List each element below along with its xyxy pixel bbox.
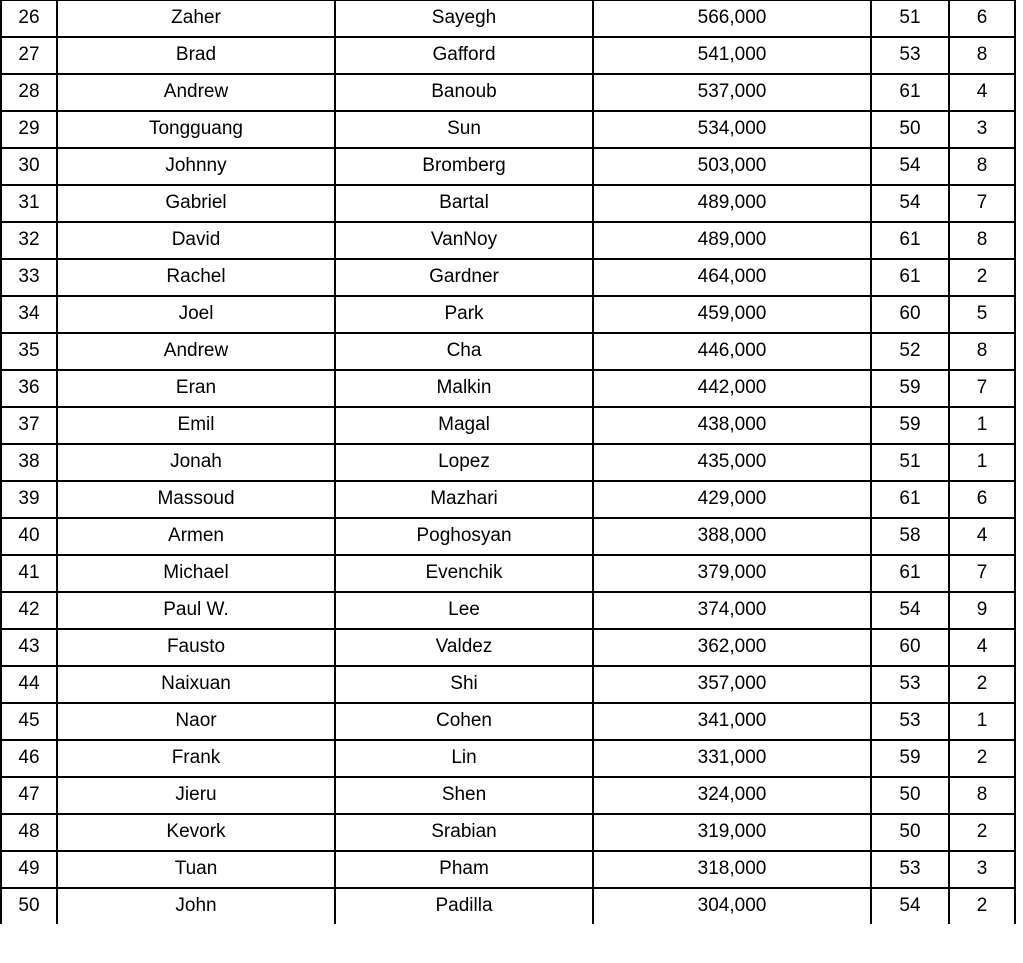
cell-amount[interactable]: 541,000	[593, 37, 871, 74]
cell-value1[interactable]: 61	[871, 555, 949, 592]
table-row[interactable]	[1, 851, 1015, 888]
cell-last-name[interactable]: VanNoy	[335, 222, 593, 259]
cell-value1[interactable]: 50	[871, 814, 949, 851]
cell-amount[interactable]: 459,000	[593, 296, 871, 333]
cell-last-name[interactable]: Malkin	[335, 370, 593, 407]
cell-first-name[interactable]: Naixuan	[57, 666, 335, 703]
cell-value2[interactable]: 8	[949, 333, 1015, 370]
cell-amount[interactable]: 438,000	[593, 407, 871, 444]
cell-last-name[interactable]: Lee	[335, 592, 593, 629]
cell-rank[interactable]: 29	[1, 111, 57, 148]
cell-amount[interactable]: 388,000	[593, 518, 871, 555]
table-body	[1, 0, 1015, 924]
table-row[interactable]	[1, 74, 1015, 111]
cell-rank[interactable]: 28	[1, 74, 57, 111]
cell-rank[interactable]: 45	[1, 703, 57, 740]
cell-value2[interactable]: 7	[949, 555, 1015, 592]
cell-value1[interactable]: 50	[871, 777, 949, 814]
cell-value1[interactable]: 52	[871, 333, 949, 370]
cell-rank[interactable]: 27	[1, 37, 57, 74]
cell-value2[interactable]: 5	[949, 296, 1015, 333]
cell-value1[interactable]: 59	[871, 740, 949, 777]
cell-first-name[interactable]: Massoud	[57, 481, 335, 518]
cell-value2[interactable]: 4	[949, 74, 1015, 111]
cell-amount[interactable]: 446,000	[593, 333, 871, 370]
table-row[interactable]	[1, 481, 1015, 518]
cell-value2[interactable]: 1	[949, 703, 1015, 740]
cell-amount[interactable]: 324,000	[593, 777, 871, 814]
cell-value2[interactable]: 1	[949, 407, 1015, 444]
cell-first-name[interactable]: Armen	[57, 518, 335, 555]
cell-first-name[interactable]: David	[57, 222, 335, 259]
cell-amount[interactable]: 331,000	[593, 740, 871, 777]
cell-first-name[interactable]: Gabriel	[57, 185, 335, 222]
cell-rank[interactable]: 39	[1, 481, 57, 518]
cell-value2[interactable]: 2	[949, 814, 1015, 851]
cell-value2[interactable]: 7	[949, 185, 1015, 222]
cell-last-name[interactable]: Sun	[335, 111, 593, 148]
cell-amount[interactable]: 357,000	[593, 666, 871, 703]
cell-amount[interactable]: 537,000	[593, 74, 871, 111]
cell-last-name[interactable]: Cohen	[335, 703, 593, 740]
cell-value1[interactable]: 54	[871, 592, 949, 629]
table-row[interactable]	[1, 814, 1015, 851]
cell-value1[interactable]: 61	[871, 481, 949, 518]
cell-value1[interactable]: 53	[871, 851, 949, 888]
cell-value2[interactable]: 7	[949, 370, 1015, 407]
table-row[interactable]	[1, 592, 1015, 629]
cell-amount[interactable]: 374,000	[593, 592, 871, 629]
cell-rank[interactable]: 31	[1, 185, 57, 222]
cell-rank[interactable]: 42	[1, 592, 57, 629]
cell-value1[interactable]: 60	[871, 296, 949, 333]
cell-value2[interactable]: 2	[949, 888, 1015, 924]
table-row[interactable]	[1, 740, 1015, 777]
cell-rank[interactable]: 41	[1, 555, 57, 592]
cell-first-name[interactable]: Andrew	[57, 74, 335, 111]
cell-first-name[interactable]: Jieru	[57, 777, 335, 814]
cell-first-name[interactable]: Zaher	[57, 0, 335, 37]
cell-value2[interactable]: 3	[949, 851, 1015, 888]
table-row[interactable]	[1, 259, 1015, 296]
cell-first-name[interactable]: Joel	[57, 296, 335, 333]
cell-last-name[interactable]: Shen	[335, 777, 593, 814]
cell-last-name[interactable]: Park	[335, 296, 593, 333]
cell-last-name[interactable]: Poghosyan	[335, 518, 593, 555]
cell-value2[interactable]: 8	[949, 777, 1015, 814]
cell-last-name[interactable]: Evenchik	[335, 555, 593, 592]
cell-rank[interactable]: 47	[1, 777, 57, 814]
cell-last-name[interactable]: Gafford	[335, 37, 593, 74]
cell-value1[interactable]: 61	[871, 222, 949, 259]
cell-first-name[interactable]: Eran	[57, 370, 335, 407]
cell-first-name[interactable]: Johnny	[57, 148, 335, 185]
cell-value1[interactable]: 51	[871, 0, 949, 37]
cell-amount[interactable]: 464,000	[593, 259, 871, 296]
cell-value2[interactable]: 4	[949, 629, 1015, 666]
cell-value1[interactable]: 59	[871, 370, 949, 407]
table-row[interactable]	[1, 888, 1015, 924]
cell-value1[interactable]: 54	[871, 148, 949, 185]
cell-amount[interactable]: 362,000	[593, 629, 871, 666]
cell-value1[interactable]: 61	[871, 74, 949, 111]
cell-first-name[interactable]: Naor	[57, 703, 335, 740]
cell-last-name[interactable]: Pham	[335, 851, 593, 888]
cell-first-name[interactable]: Paul W.	[57, 592, 335, 629]
cell-last-name[interactable]: Mazhari	[335, 481, 593, 518]
cell-value2[interactable]: 4	[949, 518, 1015, 555]
cell-rank[interactable]: 46	[1, 740, 57, 777]
cell-value1[interactable]: 58	[871, 518, 949, 555]
cell-value1[interactable]: 54	[871, 185, 949, 222]
cell-first-name[interactable]: Kevork	[57, 814, 335, 851]
table-row[interactable]	[1, 333, 1015, 370]
cell-last-name[interactable]: Shi	[335, 666, 593, 703]
cell-last-name[interactable]: Cha	[335, 333, 593, 370]
cell-first-name[interactable]: Jonah	[57, 444, 335, 481]
table-row[interactable]	[1, 296, 1015, 333]
cell-rank[interactable]: 38	[1, 444, 57, 481]
cell-last-name[interactable]: Lopez	[335, 444, 593, 481]
cell-rank[interactable]: 44	[1, 666, 57, 703]
cell-rank[interactable]: 37	[1, 407, 57, 444]
table-row[interactable]	[1, 555, 1015, 592]
cell-value2[interactable]: 6	[949, 0, 1015, 37]
table-row[interactable]	[1, 370, 1015, 407]
cell-value1[interactable]: 51	[871, 444, 949, 481]
table-row[interactable]	[1, 0, 1015, 37]
cell-value1[interactable]: 54	[871, 888, 949, 924]
cell-rank[interactable]: 30	[1, 148, 57, 185]
cell-value2[interactable]: 8	[949, 37, 1015, 74]
cell-value2[interactable]: 9	[949, 592, 1015, 629]
table-row[interactable]	[1, 37, 1015, 74]
table-row[interactable]	[1, 666, 1015, 703]
cell-value1[interactable]: 53	[871, 37, 949, 74]
table-row[interactable]	[1, 148, 1015, 185]
cell-value1[interactable]: 53	[871, 666, 949, 703]
cell-first-name[interactable]: Brad	[57, 37, 335, 74]
cell-last-name[interactable]: Banoub	[335, 74, 593, 111]
cell-rank[interactable]: 49	[1, 851, 57, 888]
cell-value1[interactable]: 53	[871, 703, 949, 740]
cell-last-name[interactable]: Lin	[335, 740, 593, 777]
cell-first-name[interactable]: Rachel	[57, 259, 335, 296]
cell-last-name[interactable]: Bromberg	[335, 148, 593, 185]
cell-rank[interactable]: 50	[1, 888, 57, 924]
cell-value2[interactable]: 3	[949, 111, 1015, 148]
cell-last-name[interactable]: Sayegh	[335, 0, 593, 37]
cell-first-name[interactable]: Andrew	[57, 333, 335, 370]
cell-value2[interactable]: 8	[949, 222, 1015, 259]
cell-first-name[interactable]: Emil	[57, 407, 335, 444]
table-row[interactable]	[1, 185, 1015, 222]
cell-rank[interactable]: 34	[1, 296, 57, 333]
cell-value2[interactable]: 6	[949, 481, 1015, 518]
cell-value2[interactable]: 8	[949, 148, 1015, 185]
cell-first-name[interactable]: Tuan	[57, 851, 335, 888]
cell-rank[interactable]: 35	[1, 333, 57, 370]
cell-first-name[interactable]: John	[57, 888, 335, 924]
cell-amount[interactable]: 435,000	[593, 444, 871, 481]
cell-value1[interactable]: 61	[871, 259, 949, 296]
table-row[interactable]	[1, 111, 1015, 148]
cell-last-name[interactable]: Magal	[335, 407, 593, 444]
cell-amount[interactable]: 534,000	[593, 111, 871, 148]
cell-last-name[interactable]: Gardner	[335, 259, 593, 296]
cell-value2[interactable]: 2	[949, 666, 1015, 703]
cell-first-name[interactable]: Fausto	[57, 629, 335, 666]
table-row[interactable]	[1, 703, 1015, 740]
cell-amount[interactable]: 566,000	[593, 0, 871, 37]
cell-last-name[interactable]: Bartal	[335, 185, 593, 222]
cell-amount[interactable]: 489,000	[593, 185, 871, 222]
cell-last-name[interactable]: Valdez	[335, 629, 593, 666]
cell-amount[interactable]: 319,000	[593, 814, 871, 851]
cell-value2[interactable]: 1	[949, 444, 1015, 481]
cell-amount[interactable]: 442,000	[593, 370, 871, 407]
cell-amount[interactable]: 489,000	[593, 222, 871, 259]
table-row[interactable]	[1, 222, 1015, 259]
cell-amount[interactable]: 318,000	[593, 851, 871, 888]
cell-first-name[interactable]: Tongguang	[57, 111, 335, 148]
cell-rank[interactable]: 36	[1, 370, 57, 407]
cell-amount[interactable]: 503,000	[593, 148, 871, 185]
cell-amount[interactable]: 304,000	[593, 888, 871, 924]
table-row[interactable]	[1, 407, 1015, 444]
cell-rank[interactable]: 32	[1, 222, 57, 259]
cell-rank[interactable]: 48	[1, 814, 57, 851]
cell-value1[interactable]: 50	[871, 111, 949, 148]
cell-rank[interactable]: 33	[1, 259, 57, 296]
cell-value1[interactable]: 60	[871, 629, 949, 666]
cell-amount[interactable]: 341,000	[593, 703, 871, 740]
table-row[interactable]	[1, 629, 1015, 666]
cell-amount[interactable]: 379,000	[593, 555, 871, 592]
table-row[interactable]	[1, 444, 1015, 481]
cell-first-name[interactable]: Michael	[57, 555, 335, 592]
cell-rank[interactable]: 26	[1, 0, 57, 37]
cell-rank[interactable]: 40	[1, 518, 57, 555]
cell-rank[interactable]: 43	[1, 629, 57, 666]
table-row[interactable]	[1, 518, 1015, 555]
cell-amount[interactable]: 429,000	[593, 481, 871, 518]
cell-value2[interactable]: 2	[949, 740, 1015, 777]
cell-value2[interactable]: 2	[949, 259, 1015, 296]
cell-last-name[interactable]: Padilla	[335, 888, 593, 924]
cell-first-name[interactable]: Frank	[57, 740, 335, 777]
table-row[interactable]	[1, 777, 1015, 814]
cell-last-name[interactable]: Srabian	[335, 814, 593, 851]
cell-value1[interactable]: 59	[871, 407, 949, 444]
